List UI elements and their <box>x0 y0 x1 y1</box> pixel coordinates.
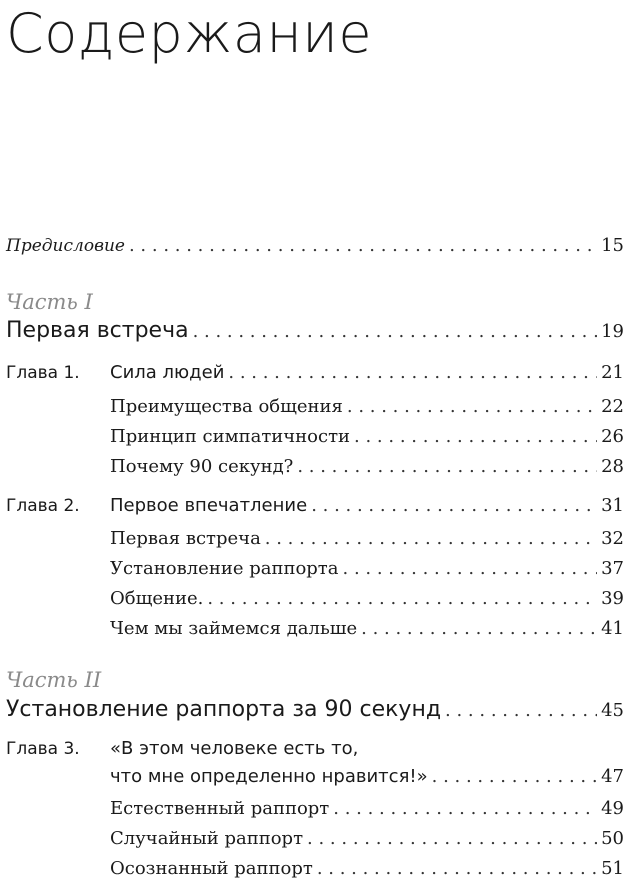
dot-leader <box>265 528 597 549</box>
part-label: Часть II <box>6 668 102 692</box>
section-title: Осознанный раппорт <box>110 858 313 879</box>
dot-leader <box>347 396 597 417</box>
chapter-title: Сила людей <box>110 362 225 383</box>
toc-page-number: 19 <box>601 321 624 342</box>
toc-page-number: 41 <box>601 618 624 639</box>
chapter-title-line-2: что мне определенно нравится!» <box>110 766 428 787</box>
section-title: Чем мы займемся дальше <box>110 618 358 639</box>
dot-leader <box>343 558 598 579</box>
toc-page-number: 37 <box>601 558 624 579</box>
toc-page-number: 21 <box>601 362 624 383</box>
dot-leader <box>307 828 597 849</box>
toc-page-number: 45 <box>601 700 624 721</box>
section-title: Установление раппорта <box>110 558 339 579</box>
dot-leader <box>432 766 597 787</box>
toc-entry-part-1[interactable] <box>6 318 624 343</box>
toc-entry-section[interactable] <box>110 858 624 879</box>
toc-page-number: 51 <box>601 858 624 879</box>
section-title: Естественный раппорт <box>110 798 330 819</box>
section-title: Случайный раппорт <box>110 828 304 849</box>
toc-page-number: 47 <box>601 766 624 787</box>
toc-entry-preface[interactable] <box>6 235 624 256</box>
section-title: Общение. <box>110 588 204 609</box>
toc-page-number: 15 <box>601 235 624 256</box>
part-title: Первая встреча <box>6 318 189 343</box>
toc-page-number: 22 <box>601 396 624 417</box>
chapter-number: Глава 2. <box>6 496 80 516</box>
toc-entry-section[interactable] <box>110 798 624 819</box>
toc-entry-chapter-1[interactable] <box>6 362 624 383</box>
toc-entry-section[interactable] <box>110 558 624 579</box>
toc-entry-chapter-3[interactable] <box>6 738 624 759</box>
section-title: Принцип симпатичности <box>110 426 351 447</box>
dot-leader <box>228 362 597 383</box>
toc-entry-section[interactable] <box>110 456 624 477</box>
dot-leader <box>333 798 597 819</box>
toc-page-number: 32 <box>601 528 624 549</box>
section-title: Почему 90 секунд? <box>110 456 294 477</box>
chapter-number: Глава 1. <box>6 363 80 383</box>
toc-entry-section[interactable] <box>110 528 624 549</box>
dot-leader <box>193 321 598 342</box>
section-title: Преимущества общения <box>110 396 343 417</box>
toc-entry-section[interactable] <box>110 426 624 447</box>
part-label: Часть I <box>6 290 93 314</box>
chapter-title: Первое впечатление <box>110 495 308 516</box>
toc-page-number: 50 <box>601 828 624 849</box>
toc-entry-chapter-3-continued[interactable] <box>110 766 624 787</box>
toc-page-number: 39 <box>601 588 624 609</box>
dot-leader <box>317 858 597 879</box>
dot-leader <box>207 588 597 609</box>
toc-entry-section[interactable] <box>110 828 624 849</box>
part-title: Установление раппорта за 90 секунд <box>6 697 442 722</box>
toc-entry-label: Предисловие <box>6 236 125 256</box>
section-title: Первая встреча <box>110 528 261 549</box>
toc-page-number: 31 <box>601 495 624 516</box>
dot-leader <box>361 618 597 639</box>
toc-entry-section[interactable] <box>110 588 624 609</box>
toc-entry-section[interactable] <box>110 618 624 639</box>
dot-leader <box>129 235 597 256</box>
toc-entry-chapter-2[interactable] <box>6 495 624 516</box>
dot-leader <box>311 495 597 516</box>
chapter-title-line-1: «В этом человеке есть то, <box>110 738 359 759</box>
toc-page-number: 49 <box>601 798 624 819</box>
dot-leader <box>354 426 597 447</box>
dot-leader <box>297 456 597 477</box>
dot-leader <box>445 700 597 721</box>
page-title: Содержание <box>6 2 373 65</box>
toc-entry-part-2[interactable] <box>6 697 624 722</box>
toc-page-number: 28 <box>601 456 624 477</box>
toc-entry-section[interactable] <box>110 396 624 417</box>
chapter-number: Глава 3. <box>6 739 80 759</box>
toc-page-number: 26 <box>601 426 624 447</box>
